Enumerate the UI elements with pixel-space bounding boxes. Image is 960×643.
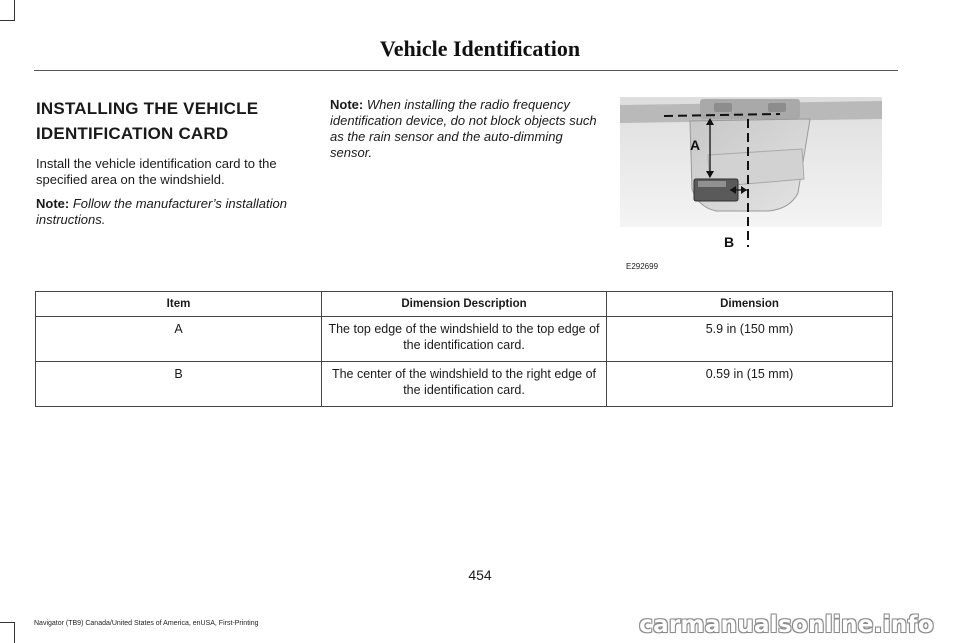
note-label: Note:: [36, 196, 70, 211]
middle-column: [330, 97, 600, 161]
column-header-description: Dimension Description: [322, 292, 607, 317]
column-header-item: Item: [36, 292, 322, 317]
dimension-table: [35, 291, 893, 407]
crop-mark-bottom-left: [0, 622, 15, 643]
note-rfid: [330, 97, 600, 161]
callout-a: A: [690, 137, 701, 153]
figure-code: E292699: [626, 262, 659, 271]
cell-description: The center of the windshield to the right edge of the identification card.: [322, 362, 607, 407]
crop-mark-top-left: [0, 0, 15, 21]
page-number: 454: [468, 567, 492, 583]
windshield-card-illustration: [620, 97, 882, 277]
section-heading-line-1: INSTALLING THE VEHICLE: [36, 99, 259, 118]
page-title: Vehicle Identification: [379, 36, 581, 61]
table-row: [36, 362, 893, 407]
column-header-dimension: Dimension: [607, 292, 893, 317]
left-column: [36, 96, 312, 228]
cell-dimension: 0.59 in (15 mm): [607, 362, 893, 407]
callout-b: B: [724, 234, 735, 250]
note-text: Follow the manufacturer’s installation instructions.: [36, 196, 287, 227]
cell-dimension: 5.9 in (150 mm): [607, 317, 893, 362]
note-label: Note:: [330, 97, 364, 112]
header-divider: [34, 70, 898, 71]
table-header-row: [36, 292, 893, 317]
document-info: Navigator (TB9) Canada/United States of America, enUSA, First-Printing: [34, 620, 259, 627]
site-watermark: carmanualsonline.info: [639, 612, 934, 638]
cell-item: A: [36, 317, 322, 362]
table-row: [36, 317, 893, 362]
intro-paragraph: Install the vehicle identification card to the specified area on the windshield.: [36, 156, 277, 187]
cell-description: The top edge of the windshield to the top edge of the identification card.: [322, 317, 607, 362]
section-heading: [36, 96, 312, 146]
note-installation: [36, 196, 312, 228]
cell-item: B: [36, 362, 322, 407]
note-text: When installing the radio frequency identification device, do not block objects such as the rain sensor and the auto-dimming sensor.: [330, 97, 597, 160]
section-heading-line-2: IDENTIFICATION CARD: [36, 124, 229, 143]
